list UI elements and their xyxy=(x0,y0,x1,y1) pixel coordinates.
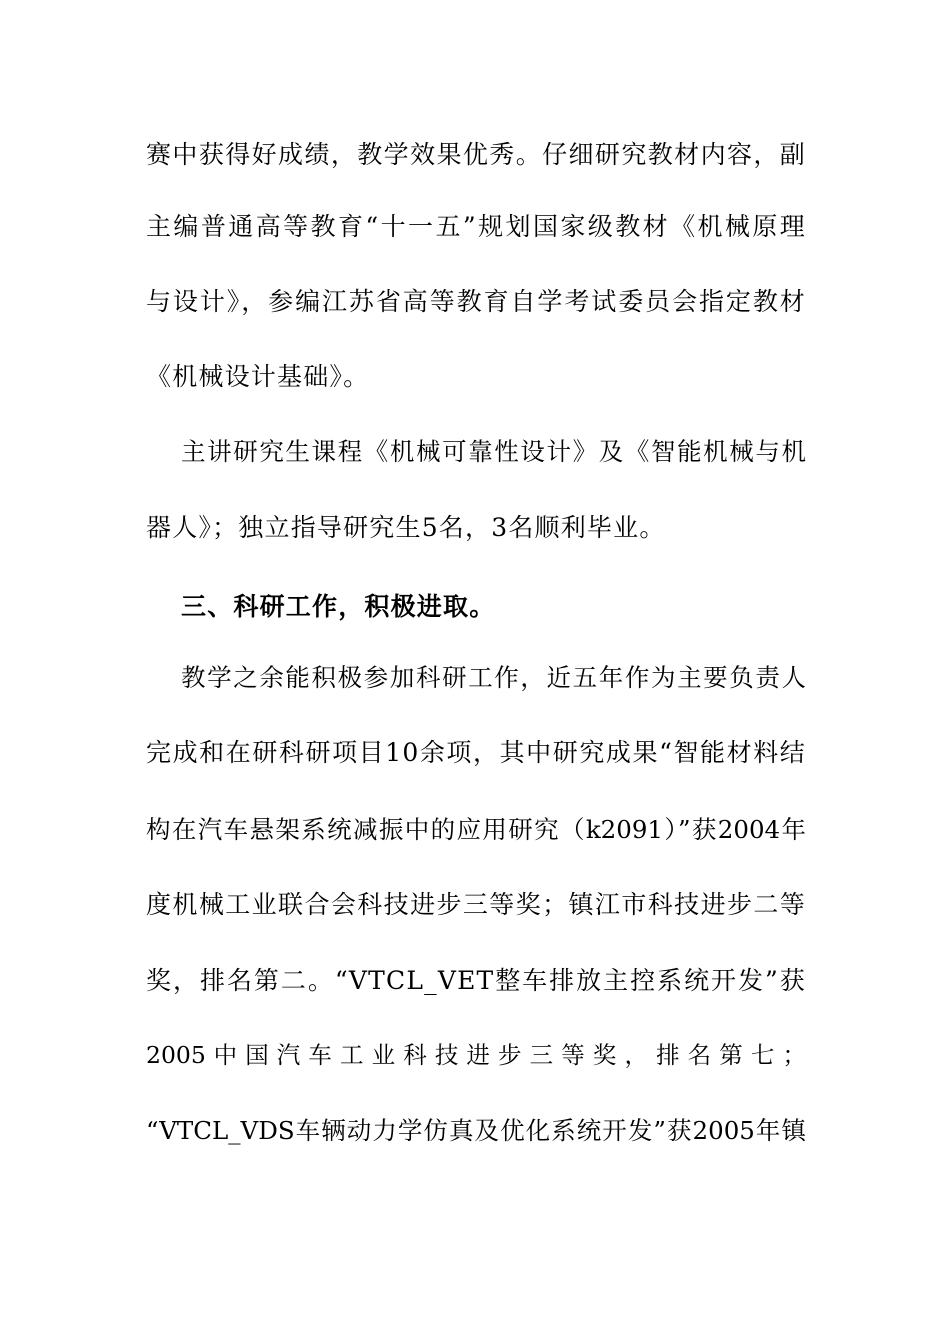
paragraph-line: 教学之余能积极参加科研工作，近五年作为主要负责人 xyxy=(181,663,806,692)
paragraph-line: “VTCL_VDS车辆动力学仿真及优化系统开发”获2005年镇 xyxy=(146,1116,806,1145)
paragraph-line: 奖，排名第二。“VTCL_VET整车排放主控系统开发”获 xyxy=(146,966,806,995)
section-heading: 三、科研工作，积极进取。 xyxy=(181,592,496,621)
paragraph-line: 度机械工业联合会科技进步三等奖；镇江市科技进步二等 xyxy=(146,890,806,919)
paragraph-line: 《机械设计基础》。 xyxy=(146,362,370,391)
paragraph-line: 完成和在研科研项目10余项，其中研究成果“智能材料结 xyxy=(146,738,806,767)
paragraph-line: 主讲研究生课程《机械可靠性设计》及《智能机械与机 xyxy=(181,437,806,466)
paragraph-line: 赛中获得好成绩，教学效果优秀。仔细研究教材内容，副 xyxy=(146,140,806,169)
paragraph-line: 2005 中 国 汽 车 工 业 科 技 进 步 三 等 奖 ， 排 名 第 七 ； xyxy=(146,1041,806,1069)
paragraph-line: 器人》；独立指导研究生5名，3名顺利毕业。 xyxy=(146,513,666,542)
paragraph-line: 主编普通高等教育“十一五”规划国家级教材《机械原理 xyxy=(146,212,806,241)
paragraph-line: 与设计》，参编江苏省高等教育自学考试委员会指定教材 xyxy=(146,287,806,316)
paragraph-line: 构在汽车悬架系统减振中的应用研究（k2091）”获2004年 xyxy=(146,815,806,844)
